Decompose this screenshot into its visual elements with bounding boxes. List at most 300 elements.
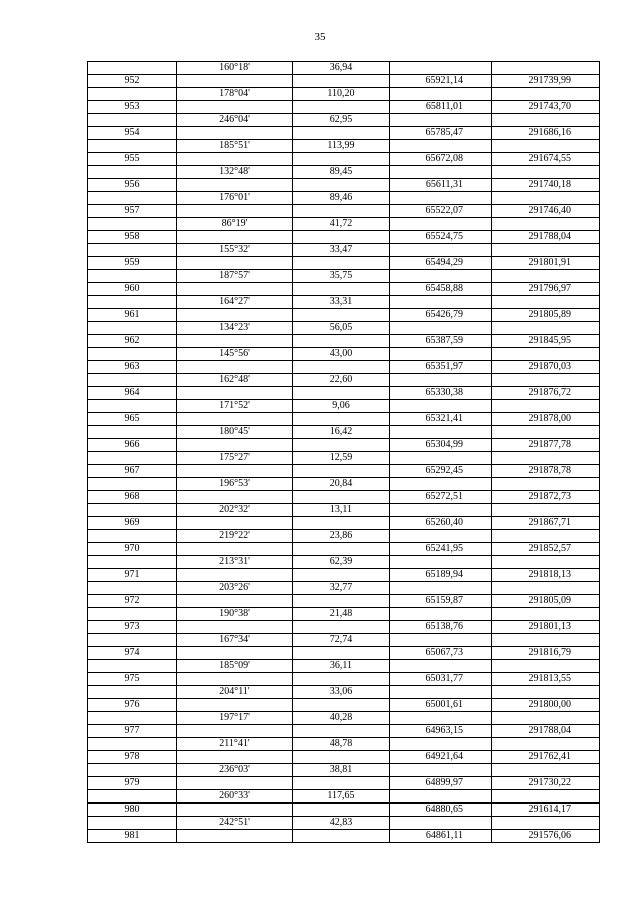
- angle-cell: [177, 751, 293, 764]
- x-coordinate-cell: [390, 218, 492, 231]
- angle-cell: 204°11': [177, 686, 293, 699]
- point-number-cell: 962: [88, 335, 177, 348]
- point-number-cell: [88, 608, 177, 621]
- table-row: [88, 803, 600, 817]
- x-coordinate-cell: 65524,75: [390, 231, 492, 244]
- angle-cell: 185°09': [177, 660, 293, 673]
- table-row: [88, 270, 600, 283]
- angle-cell: 176°01': [177, 192, 293, 205]
- x-coordinate-cell: [390, 582, 492, 595]
- point-number-cell: [88, 452, 177, 465]
- table-row: [88, 751, 600, 764]
- point-number-cell: [88, 218, 177, 231]
- x-coordinate-cell: [390, 634, 492, 647]
- table-row: [88, 452, 600, 465]
- table-row: [88, 712, 600, 725]
- table-row: [88, 621, 600, 634]
- distance-cell: 89,45: [293, 166, 390, 179]
- angle-cell: 246°04': [177, 114, 293, 127]
- coordinates-table: [87, 61, 600, 843]
- distance-cell: 9,06: [293, 400, 390, 413]
- point-number-cell: 964: [88, 387, 177, 400]
- table-body: [88, 62, 600, 843]
- x-coordinate-cell: 65785,47: [390, 127, 492, 140]
- point-number-cell: 972: [88, 595, 177, 608]
- angle-cell: [177, 439, 293, 452]
- x-coordinate-cell: [390, 712, 492, 725]
- point-number-cell: 957: [88, 205, 177, 218]
- x-coordinate-cell: [390, 790, 492, 804]
- angle-cell: 132°48': [177, 166, 293, 179]
- x-coordinate-cell: [390, 244, 492, 257]
- point-number-cell: 968: [88, 491, 177, 504]
- point-number-cell: [88, 166, 177, 179]
- angle-cell: [177, 569, 293, 582]
- x-coordinate-cell: 65260,40: [390, 517, 492, 530]
- distance-cell: 35,75: [293, 270, 390, 283]
- angle-cell: [177, 361, 293, 374]
- y-coordinate-cell: [492, 192, 600, 205]
- y-coordinate-cell: [492, 114, 600, 127]
- table-row: [88, 244, 600, 257]
- point-number-cell: 977: [88, 725, 177, 738]
- angle-cell: [177, 127, 293, 140]
- angle-cell: [177, 205, 293, 218]
- table-row: [88, 790, 600, 804]
- y-coordinate-cell: 291762,41: [492, 751, 600, 764]
- x-coordinate-cell: 65330,38: [390, 387, 492, 400]
- x-coordinate-cell: [390, 660, 492, 673]
- distance-cell: 40,28: [293, 712, 390, 725]
- angle-cell: [177, 647, 293, 660]
- distance-cell: 56,05: [293, 322, 390, 335]
- y-coordinate-cell: [492, 88, 600, 101]
- angle-cell: [177, 543, 293, 556]
- point-number-cell: [88, 140, 177, 153]
- y-coordinate-cell: 291878,00: [492, 413, 600, 426]
- table-row: [88, 608, 600, 621]
- x-coordinate-cell: 65321,41: [390, 413, 492, 426]
- x-coordinate-cell: 65921,14: [390, 75, 492, 88]
- point-number-cell: [88, 660, 177, 673]
- angle-cell: 196°53': [177, 478, 293, 491]
- angle-cell: 197°17': [177, 712, 293, 725]
- table-row: [88, 192, 600, 205]
- point-number-cell: 969: [88, 517, 177, 530]
- y-coordinate-cell: [492, 426, 600, 439]
- distance-cell: 43,00: [293, 348, 390, 361]
- distance-cell: 42,83: [293, 817, 390, 830]
- table-row: [88, 309, 600, 322]
- x-coordinate-cell: 65458,88: [390, 283, 492, 296]
- angle-cell: 86°19': [177, 218, 293, 231]
- table-row: [88, 634, 600, 647]
- table-row: [88, 361, 600, 374]
- y-coordinate-cell: 291818,13: [492, 569, 600, 582]
- table-row: [88, 673, 600, 686]
- distance-cell: [293, 647, 390, 660]
- angle-cell: 155°32': [177, 244, 293, 257]
- table-row: [88, 817, 600, 830]
- x-coordinate-cell: [390, 686, 492, 699]
- table-row: [88, 400, 600, 413]
- x-coordinate-cell: 65272,51: [390, 491, 492, 504]
- angle-cell: 213°31': [177, 556, 293, 569]
- x-coordinate-cell: 65304,99: [390, 439, 492, 452]
- y-coordinate-cell: 291816,79: [492, 647, 600, 660]
- distance-cell: 32,77: [293, 582, 390, 595]
- point-number-cell: [88, 556, 177, 569]
- y-coordinate-cell: [492, 738, 600, 751]
- distance-cell: [293, 335, 390, 348]
- angle-cell: [177, 777, 293, 790]
- x-coordinate-cell: [390, 530, 492, 543]
- table-row: [88, 348, 600, 361]
- y-coordinate-cell: 291739,99: [492, 75, 600, 88]
- table-row: [88, 764, 600, 777]
- point-number-cell: [88, 374, 177, 387]
- point-number-cell: 958: [88, 231, 177, 244]
- distance-cell: [293, 75, 390, 88]
- table-row: [88, 127, 600, 140]
- x-coordinate-cell: 65189,94: [390, 569, 492, 582]
- angle-cell: 242°51': [177, 817, 293, 830]
- point-number-cell: [88, 582, 177, 595]
- point-number-cell: [88, 504, 177, 517]
- distance-cell: 110,20: [293, 88, 390, 101]
- distance-cell: [293, 803, 390, 817]
- angle-cell: [177, 153, 293, 166]
- angle-cell: [177, 231, 293, 244]
- table-row: [88, 114, 600, 127]
- distance-cell: [293, 439, 390, 452]
- angle-cell: 211°41': [177, 738, 293, 751]
- y-coordinate-cell: 291852,57: [492, 543, 600, 556]
- distance-cell: 21,48: [293, 608, 390, 621]
- y-coordinate-cell: 291876,72: [492, 387, 600, 400]
- x-coordinate-cell: 65292,45: [390, 465, 492, 478]
- angle-cell: 178°04': [177, 88, 293, 101]
- point-number-cell: 978: [88, 751, 177, 764]
- y-coordinate-cell: 291796,97: [492, 283, 600, 296]
- angle-cell: 145°56': [177, 348, 293, 361]
- distance-cell: [293, 257, 390, 270]
- table-row: [88, 335, 600, 348]
- y-coordinate-cell: [492, 270, 600, 283]
- y-coordinate-cell: 291746,40: [492, 205, 600, 218]
- point-number-cell: 975: [88, 673, 177, 686]
- angle-cell: [177, 283, 293, 296]
- y-coordinate-cell: 291788,04: [492, 231, 600, 244]
- distance-cell: [293, 491, 390, 504]
- distance-cell: 38,81: [293, 764, 390, 777]
- angle-cell: [177, 101, 293, 114]
- point-number-cell: [88, 400, 177, 413]
- distance-cell: [293, 153, 390, 166]
- distance-cell: [293, 309, 390, 322]
- point-number-cell: 966: [88, 439, 177, 452]
- page-number: 35: [314, 31, 326, 43]
- angle-cell: [177, 699, 293, 712]
- table-row: [88, 75, 600, 88]
- distance-cell: 23,86: [293, 530, 390, 543]
- point-number-cell: 961: [88, 309, 177, 322]
- distance-cell: 13,11: [293, 504, 390, 517]
- x-coordinate-cell: [390, 426, 492, 439]
- angle-cell: [177, 595, 293, 608]
- angle-cell: 202°32': [177, 504, 293, 517]
- distance-cell: [293, 725, 390, 738]
- angle-cell: [177, 725, 293, 738]
- angle-cell: [177, 491, 293, 504]
- x-coordinate-cell: 65241,95: [390, 543, 492, 556]
- point-number-cell: [88, 738, 177, 751]
- table-row: [88, 569, 600, 582]
- angle-cell: 164°27': [177, 296, 293, 309]
- distance-cell: 36,94: [293, 62, 390, 75]
- point-number-cell: 976: [88, 699, 177, 712]
- point-number-cell: 953: [88, 101, 177, 114]
- angle-cell: [177, 830, 293, 843]
- y-coordinate-cell: [492, 817, 600, 830]
- angle-cell: [177, 309, 293, 322]
- point-number-cell: [88, 322, 177, 335]
- point-number-cell: 967: [88, 465, 177, 478]
- distance-cell: [293, 673, 390, 686]
- point-number-cell: 954: [88, 127, 177, 140]
- angle-cell: 175°27': [177, 452, 293, 465]
- angle-cell: [177, 387, 293, 400]
- y-coordinate-cell: 291614,17: [492, 803, 600, 817]
- table-row: [88, 686, 600, 699]
- distance-cell: [293, 569, 390, 582]
- table-row: [88, 439, 600, 452]
- table-row: [88, 257, 600, 270]
- y-coordinate-cell: [492, 478, 600, 491]
- distance-cell: 41,72: [293, 218, 390, 231]
- point-number-cell: 974: [88, 647, 177, 660]
- x-coordinate-cell: [390, 738, 492, 751]
- point-number-cell: [88, 790, 177, 804]
- distance-cell: [293, 231, 390, 244]
- table-row: [88, 543, 600, 556]
- y-coordinate-cell: 291805,09: [492, 595, 600, 608]
- distance-cell: [293, 751, 390, 764]
- x-coordinate-cell: 64921,64: [390, 751, 492, 764]
- x-coordinate-cell: 65159,87: [390, 595, 492, 608]
- y-coordinate-cell: [492, 686, 600, 699]
- point-number-cell: [88, 348, 177, 361]
- table-row: [88, 504, 600, 517]
- table-row: [88, 283, 600, 296]
- distance-cell: [293, 387, 390, 400]
- table-row: [88, 62, 600, 75]
- angle-cell: [177, 621, 293, 634]
- y-coordinate-cell: [492, 660, 600, 673]
- point-number-cell: [88, 764, 177, 777]
- x-coordinate-cell: 65672,08: [390, 153, 492, 166]
- angle-cell: [177, 465, 293, 478]
- point-number-cell: [88, 296, 177, 309]
- y-coordinate-cell: 291740,18: [492, 179, 600, 192]
- x-coordinate-cell: [390, 374, 492, 387]
- distance-cell: [293, 517, 390, 530]
- distance-cell: [293, 101, 390, 114]
- x-coordinate-cell: [390, 62, 492, 75]
- distance-cell: [293, 283, 390, 296]
- angle-cell: [177, 335, 293, 348]
- y-coordinate-cell: 291801,91: [492, 257, 600, 270]
- table-row: [88, 556, 600, 569]
- point-number-cell: [88, 88, 177, 101]
- y-coordinate-cell: [492, 218, 600, 231]
- table-row: [88, 478, 600, 491]
- y-coordinate-cell: 291576,06: [492, 830, 600, 843]
- table-row: [88, 595, 600, 608]
- table-row: [88, 153, 600, 166]
- y-coordinate-cell: 291867,71: [492, 517, 600, 530]
- y-coordinate-cell: [492, 634, 600, 647]
- point-number-cell: 956: [88, 179, 177, 192]
- point-number-cell: 970: [88, 543, 177, 556]
- x-coordinate-cell: 65351,97: [390, 361, 492, 374]
- angle-cell: 190°38': [177, 608, 293, 621]
- distance-cell: 33,06: [293, 686, 390, 699]
- distance-cell: 72,74: [293, 634, 390, 647]
- y-coordinate-cell: 291878,78: [492, 465, 600, 478]
- point-number-cell: 965: [88, 413, 177, 426]
- x-coordinate-cell: 64861,11: [390, 830, 492, 843]
- angle-cell: 187°57': [177, 270, 293, 283]
- point-number-cell: [88, 712, 177, 725]
- y-coordinate-cell: [492, 452, 600, 465]
- distance-cell: [293, 179, 390, 192]
- x-coordinate-cell: 64880,65: [390, 803, 492, 817]
- angle-cell: 260°33': [177, 790, 293, 804]
- distance-cell: [293, 621, 390, 634]
- angle-cell: [177, 517, 293, 530]
- table-row: [88, 88, 600, 101]
- angle-cell: [177, 179, 293, 192]
- y-coordinate-cell: [492, 790, 600, 804]
- y-coordinate-cell: 291800,00: [492, 699, 600, 712]
- y-coordinate-cell: 291788,04: [492, 725, 600, 738]
- y-coordinate-cell: 291805,89: [492, 309, 600, 322]
- distance-cell: 89,46: [293, 192, 390, 205]
- table-row: [88, 426, 600, 439]
- distance-cell: 48,78: [293, 738, 390, 751]
- x-coordinate-cell: 64963,15: [390, 725, 492, 738]
- table-row: [88, 387, 600, 400]
- distance-cell: [293, 205, 390, 218]
- distance-cell: [293, 595, 390, 608]
- table-row: [88, 374, 600, 387]
- y-coordinate-cell: 291674,55: [492, 153, 600, 166]
- point-number-cell: [88, 478, 177, 491]
- y-coordinate-cell: [492, 530, 600, 543]
- angle-cell: 162°48': [177, 374, 293, 387]
- angle-cell: [177, 413, 293, 426]
- x-coordinate-cell: 65387,59: [390, 335, 492, 348]
- distance-cell: [293, 543, 390, 556]
- angle-cell: 203°26': [177, 582, 293, 595]
- y-coordinate-cell: 291877,78: [492, 439, 600, 452]
- table-row: [88, 465, 600, 478]
- point-number-cell: [88, 244, 177, 257]
- distance-cell: 16,42: [293, 426, 390, 439]
- distance-cell: [293, 413, 390, 426]
- y-coordinate-cell: 291813,55: [492, 673, 600, 686]
- angle-cell: [177, 673, 293, 686]
- distance-cell: [293, 465, 390, 478]
- x-coordinate-cell: [390, 192, 492, 205]
- y-coordinate-cell: [492, 62, 600, 75]
- y-coordinate-cell: [492, 764, 600, 777]
- table-row: [88, 530, 600, 543]
- distance-cell: 113,99: [293, 140, 390, 153]
- table-row: [88, 166, 600, 179]
- table-row: [88, 296, 600, 309]
- x-coordinate-cell: 64899,97: [390, 777, 492, 790]
- y-coordinate-cell: 291845,95: [492, 335, 600, 348]
- angle-cell: 180°45': [177, 426, 293, 439]
- distance-cell: 117,65: [293, 790, 390, 804]
- point-number-cell: [88, 686, 177, 699]
- table-row: [88, 582, 600, 595]
- point-number-cell: 973: [88, 621, 177, 634]
- distance-cell: 62,95: [293, 114, 390, 127]
- point-number-cell: 955: [88, 153, 177, 166]
- distance-cell: 22,60: [293, 374, 390, 387]
- x-coordinate-cell: [390, 452, 492, 465]
- x-coordinate-cell: [390, 166, 492, 179]
- y-coordinate-cell: [492, 504, 600, 517]
- table-row: [88, 647, 600, 660]
- y-coordinate-cell: [492, 348, 600, 361]
- table-row: [88, 140, 600, 153]
- distance-cell: 33,47: [293, 244, 390, 257]
- x-coordinate-cell: [390, 322, 492, 335]
- y-coordinate-cell: [492, 296, 600, 309]
- angle-cell: [177, 803, 293, 817]
- y-coordinate-cell: 291730,22: [492, 777, 600, 790]
- point-number-cell: 980: [88, 803, 177, 817]
- distance-cell: [293, 699, 390, 712]
- point-number-cell: [88, 114, 177, 127]
- y-coordinate-cell: [492, 244, 600, 257]
- x-coordinate-cell: [390, 504, 492, 517]
- point-number-cell: 981: [88, 830, 177, 843]
- table-row: [88, 491, 600, 504]
- y-coordinate-cell: [492, 322, 600, 335]
- point-number-cell: 979: [88, 777, 177, 790]
- distance-cell: 12,59: [293, 452, 390, 465]
- table-row: [88, 179, 600, 192]
- point-number-cell: [88, 426, 177, 439]
- distance-cell: [293, 127, 390, 140]
- x-coordinate-cell: 65031,77: [390, 673, 492, 686]
- distance-cell: [293, 777, 390, 790]
- table-row: [88, 322, 600, 335]
- table-row: [88, 699, 600, 712]
- y-coordinate-cell: 291870,03: [492, 361, 600, 374]
- y-coordinate-cell: [492, 582, 600, 595]
- distance-cell: 33,31: [293, 296, 390, 309]
- angle-cell: 236°03': [177, 764, 293, 777]
- x-coordinate-cell: [390, 88, 492, 101]
- y-coordinate-cell: 291743,70: [492, 101, 600, 114]
- y-coordinate-cell: [492, 140, 600, 153]
